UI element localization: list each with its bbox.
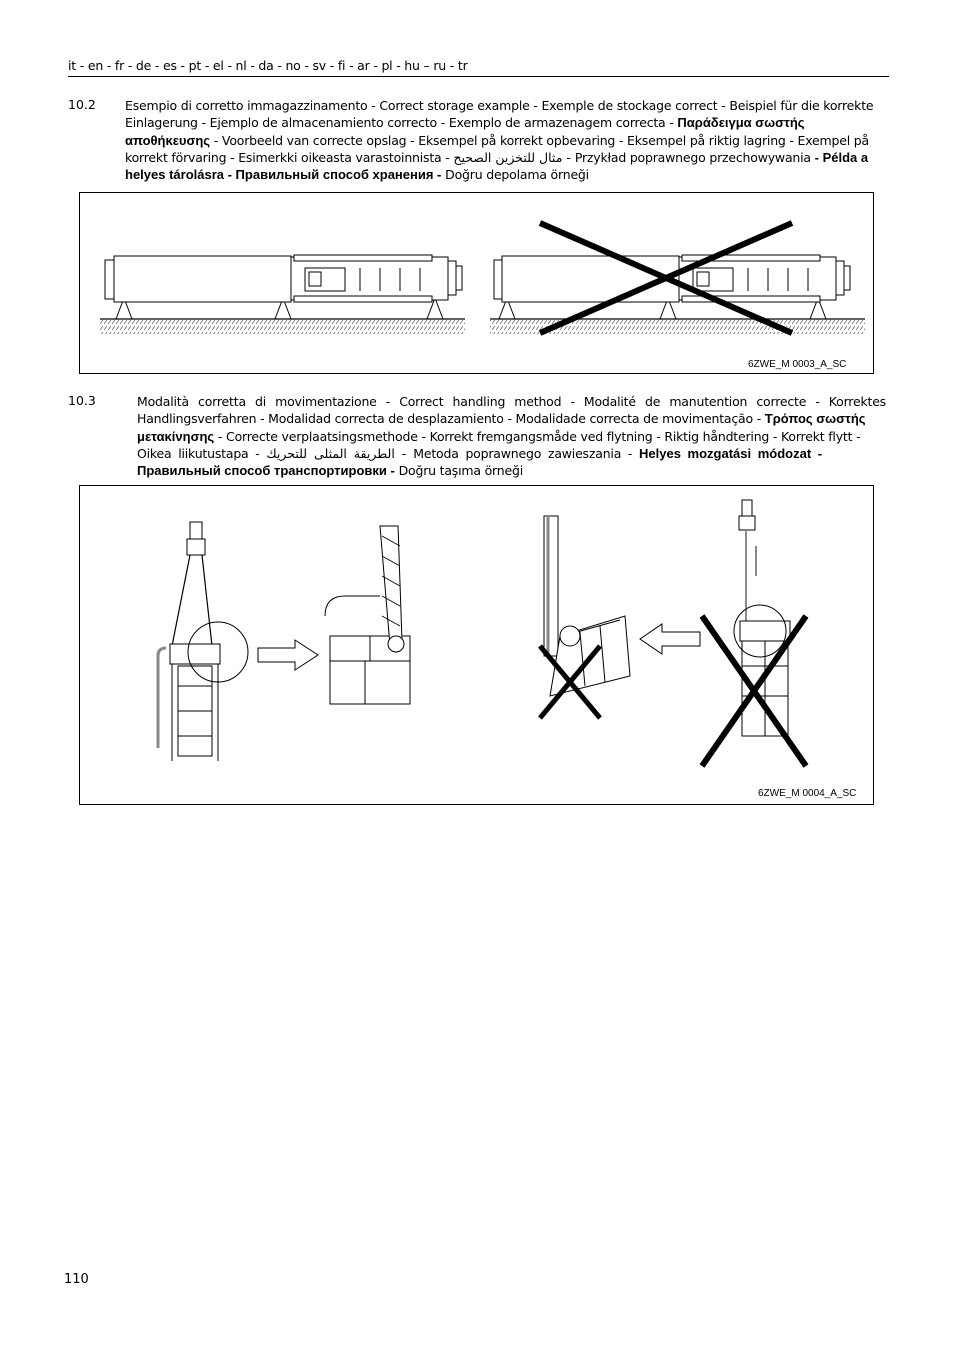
page-number: 110 [64,1272,89,1287]
section-10-2-line-2-text: Einlagerung - Ejemplo de almacenamiento correcto - Exemplo de armazenagem correcta - [125,115,678,131]
section-10-3-line-5 [137,462,886,479]
handling-figure-code: 6ZWE_M 0004_A_SC [758,788,857,799]
language-header: it - en - fr - de - es - pt - el - nl - da - no - sv - fi - ar - pl - hu – ru - tr [68,58,889,77]
pump-incorrect-storage [490,255,865,334]
section-10-2-line-3-text: - Voorbeeld van correcte opslag - Eksempel på korrekt opbevaring - Eksempel på riktig lagring - Exempel på [210,132,869,148]
section-number-10-2: 10.2 [68,97,96,112]
section-10-2-line-3-greek: αποθήκευσης [125,132,211,148]
section-10-3-line-1: Modalità corretta di movimentazione - Correct handling method - Modalité de manutention correcte - Korrektes [137,394,886,409]
section-10-2-line-4-hungarian: - Példa a [814,149,869,165]
section-10-2-title [125,97,889,183]
section-10-2-line-4 [125,149,889,166]
section-10-2-line-5 [125,166,889,183]
section-10-3-line-4-text-2: - Metoda poprawnego zawieszania - [394,445,640,461]
section-10-2-line-1: Esempio di corretto immagazzinamento - Correct storage example - Exemple de stockage correct - Beispiel für die korrekte [125,98,874,113]
section-10-3-line-4-arabic: الطريقة المثلى للتحريك [266,445,395,461]
section-10-2-line-5-bold: helyes tárolásra - Правильный способ хранения - [125,167,442,183]
section-10-3-line-3 [137,428,886,445]
section-10-2-line-5-turkish: Doğru depolama örneği [441,167,589,183]
handling-illustration [80,486,875,806]
arrow-left-icon [640,624,700,654]
handling-figure [79,485,874,805]
section-number-10-3: 10.3 [68,393,96,408]
section-10-3-line-3-text: - Correcte verplaatsingsmethode - Korrekt fremgangsmåde ved flytning - Riktig håndtering - Korrekt flytt - [214,428,861,444]
section-10-3-title [137,393,886,479]
section-10-3-line-4-hungarian: Helyes mozgatási módozat - [639,445,823,461]
section-10-3-line-4 [137,445,886,462]
section-10-2-line-4-text-2: - Przykład poprawnego przechowywania [562,149,815,165]
section-10-2-line-2-greek: Παράδειγμα σωστής [677,115,805,131]
storage-figure [79,192,874,374]
section-10-3-line-3-greek: μετακίνησης [137,428,215,444]
section-10-3-line-2-greek: Τρόπος σωστής [764,411,866,427]
section-10-2-line-4-arabic: مثال للتخزين الصحيح [453,149,563,165]
section-10-3-line-5-bold: Правильный способ транспортировки - [137,463,395,479]
pump-correct-storage [100,255,465,334]
storage-figure-code: 6ZWE_M 0003_A_SC [748,359,847,370]
section-10-2-line-3 [125,132,889,149]
arrow-right-icon [258,640,318,670]
storage-illustration [80,193,875,375]
pump-lifted-correctly [158,522,248,761]
section-10-3-line-4-text: Oikea liikutustapa - [137,445,267,461]
hook-detail-correct [325,526,410,704]
section-10-2-line-2 [125,114,889,131]
section-10-3-line-5-turkish: Doğru taşıma örneği [394,463,523,479]
section-10-2-line-4-text: korrekt förvaring - Esimerkki oikeasta varastoinnista - [125,149,454,165]
section-10-3-line-2-text: Handlingsverfahren - Modalidad correcta de desplazamiento - Modalidade correcta de movimentação - [137,411,765,427]
section-10-3-line-2 [137,410,886,427]
